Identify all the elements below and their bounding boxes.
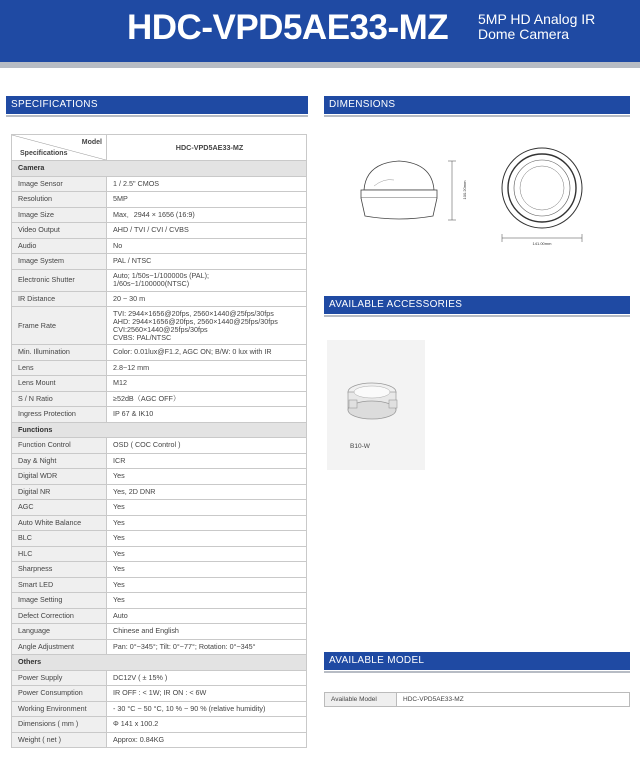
spec-row bbox=[12, 223, 307, 239]
header-model-value: HDC-VPD5AE33-MZ bbox=[107, 135, 307, 161]
spec-label: Lens Mount bbox=[12, 376, 107, 392]
spec-label: Power Supply bbox=[12, 670, 107, 686]
spec-value: Yes, 2D DNR bbox=[107, 484, 307, 500]
spec-value-line: AHD: 2944×1656@20fps, 2560×1440@25fps/30fps bbox=[113, 316, 278, 326]
spec-row bbox=[12, 531, 307, 547]
spec-row bbox=[12, 438, 307, 454]
spec-table bbox=[11, 134, 307, 748]
available-model-value: HDC-VPD5AE33-MZ bbox=[397, 693, 630, 707]
spec-label: AGC bbox=[12, 500, 107, 516]
spec-value: Yes bbox=[107, 562, 307, 578]
spec-label: Language bbox=[12, 624, 107, 640]
model-subtitle bbox=[478, 12, 638, 42]
spec-value: DC12V ( ± 15% ) bbox=[107, 670, 307, 686]
spec-value: Φ 141 x 100.2 bbox=[107, 717, 307, 733]
spec-row bbox=[12, 407, 307, 423]
spec-row bbox=[12, 562, 307, 578]
dimensions-drawing bbox=[324, 128, 630, 278]
spec-value: Yes bbox=[107, 546, 307, 562]
spec-label: Image Size bbox=[12, 207, 107, 223]
spec-value: Yes bbox=[107, 593, 307, 609]
spec-row bbox=[12, 608, 307, 624]
spec-label: Lens bbox=[12, 360, 107, 376]
spec-label: Power Consumption bbox=[12, 686, 107, 702]
spec-value: PAL / NTSC bbox=[107, 254, 307, 270]
available-model-label: Available Model bbox=[325, 693, 397, 707]
spec-label: Digital NR bbox=[12, 484, 107, 500]
spec-label: Electronic Shutter bbox=[12, 269, 107, 291]
spec-row bbox=[12, 624, 307, 640]
header-diagonal-cell bbox=[12, 135, 107, 161]
spec-value: OSD ( COC Control ) bbox=[107, 438, 307, 454]
spec-value: Yes bbox=[107, 531, 307, 547]
spec-value: 1 / 2.5" CMOS bbox=[107, 176, 307, 192]
spec-row bbox=[12, 639, 307, 655]
spec-label: Weight ( net ) bbox=[12, 732, 107, 748]
spec-value: 20 ~ 30 m bbox=[107, 291, 307, 307]
spec-value: Yes bbox=[107, 500, 307, 516]
spec-row bbox=[12, 453, 307, 469]
spec-row bbox=[12, 207, 307, 223]
spec-row bbox=[12, 515, 307, 531]
spec-group-header bbox=[12, 161, 307, 177]
spec-row bbox=[12, 686, 307, 702]
available-model-table bbox=[324, 692, 630, 707]
spec-label: Working Environment bbox=[12, 701, 107, 717]
spec-label: Dimensions ( mm ) bbox=[12, 717, 107, 733]
spec-row bbox=[12, 577, 307, 593]
subtitle-line-2: Dome Camera bbox=[478, 26, 570, 42]
spec-value: Auto bbox=[107, 608, 307, 624]
spec-row bbox=[12, 192, 307, 208]
spec-value: ≥52dB（AGC OFF） bbox=[107, 391, 307, 407]
spec-value: 2.8~12 mm bbox=[107, 360, 307, 376]
camera-top-view-icon bbox=[502, 148, 582, 242]
spec-value: AHD / TVI / CVI / CVBS bbox=[107, 223, 307, 239]
spec-label: Ingress Protection bbox=[12, 407, 107, 423]
spec-group-title: Camera bbox=[12, 161, 307, 177]
accessory-card bbox=[327, 340, 425, 470]
spec-row bbox=[12, 345, 307, 361]
spec-label: Image Sensor bbox=[12, 176, 107, 192]
spec-row bbox=[12, 546, 307, 562]
spec-value: No bbox=[107, 238, 307, 254]
model-title: HDC-VPD5AE33-MZ bbox=[127, 8, 449, 47]
spec-row bbox=[12, 376, 307, 392]
spec-value bbox=[107, 307, 307, 345]
spec-label: IR Distance bbox=[12, 291, 107, 307]
spec-label: Resolution bbox=[12, 192, 107, 208]
spec-value: - 30 °C ~ 50 °C, 10 % ~ 90 % (relative humidity) bbox=[107, 701, 307, 717]
spec-value: Pan: 0°~345°; Tilt: 0°~77°; Rotation: 0°~345° bbox=[107, 639, 307, 655]
section-dimensions: DIMENSIONS bbox=[324, 96, 630, 114]
spec-label: Frame Rate bbox=[12, 307, 107, 345]
header-model-label: Model bbox=[81, 139, 102, 146]
spec-value bbox=[107, 269, 307, 291]
accessory-name: B10-W bbox=[350, 443, 370, 450]
spec-label: Min. Illumination bbox=[12, 345, 107, 361]
junction-box-icon bbox=[327, 340, 425, 440]
width-dimension-label: 141.00mm bbox=[532, 241, 552, 246]
spec-row bbox=[12, 593, 307, 609]
spec-label: Digital WDR bbox=[12, 469, 107, 485]
spec-value: Chinese and English bbox=[107, 624, 307, 640]
spec-row bbox=[12, 484, 307, 500]
spec-value: 5MP bbox=[107, 192, 307, 208]
subtitle-line-1: 5MP HD Analog IR bbox=[478, 11, 596, 27]
spec-value: ICR bbox=[107, 453, 307, 469]
spec-row bbox=[12, 717, 307, 733]
header-specs-label: Specifications bbox=[20, 150, 68, 157]
camera-side-view-icon bbox=[361, 161, 456, 220]
spec-value: M12 bbox=[107, 376, 307, 392]
spec-value-line: Auto; 1/50s~1/100000s (PAL); bbox=[113, 271, 209, 280]
spec-table-header bbox=[12, 135, 307, 161]
spec-value: Yes bbox=[107, 469, 307, 485]
spec-value: Max．2944 × 1656 (16:9) bbox=[107, 207, 307, 223]
spec-label: Video Output bbox=[12, 223, 107, 239]
available-model-row bbox=[325, 693, 630, 707]
spec-row bbox=[12, 500, 307, 516]
spec-value-line: CVBS: PAL/NTSC bbox=[113, 332, 172, 342]
spec-row bbox=[12, 670, 307, 686]
section-available-model: AVAILABLE MODEL bbox=[324, 652, 630, 670]
header-banner bbox=[0, 0, 640, 62]
header-stripe bbox=[0, 62, 640, 68]
spec-label: Day & Night bbox=[12, 453, 107, 469]
spec-value-line: TVI: 2944×1656@20fps, 2560×1440@25fps/30fps bbox=[113, 308, 274, 318]
spec-row bbox=[12, 360, 307, 376]
spec-label: S / N Ratio bbox=[12, 391, 107, 407]
spec-group-header bbox=[12, 655, 307, 671]
height-dimension-label: 100.20mm bbox=[462, 180, 467, 200]
spec-value: Color: 0.01lux@F1.2, AGC ON; B/W: 0 lux with IR bbox=[107, 345, 307, 361]
spec-row bbox=[12, 391, 307, 407]
spec-group-title: Others bbox=[12, 655, 307, 671]
spec-label: Angle Adjustment bbox=[12, 639, 107, 655]
spec-row bbox=[12, 469, 307, 485]
spec-row bbox=[12, 307, 307, 345]
spec-row bbox=[12, 269, 307, 291]
spec-row bbox=[12, 291, 307, 307]
section-accessories: AVAILABLE ACCESSORIES bbox=[324, 296, 630, 314]
spec-value: IP 67 & IK10 bbox=[107, 407, 307, 423]
spec-row bbox=[12, 176, 307, 192]
spec-value: Approx: 0.84KG bbox=[107, 732, 307, 748]
spec-label: Function Control bbox=[12, 438, 107, 454]
spec-row bbox=[12, 732, 307, 748]
spec-value-line: 1/60s~1/100000(NTSC) bbox=[113, 279, 190, 288]
spec-label: Sharpness bbox=[12, 562, 107, 578]
spec-label: Auto White Balance bbox=[12, 515, 107, 531]
spec-row bbox=[12, 254, 307, 270]
spec-label: BLC bbox=[12, 531, 107, 547]
spec-label: Defect Correction bbox=[12, 608, 107, 624]
spec-group-header bbox=[12, 422, 307, 438]
spec-value: Yes bbox=[107, 577, 307, 593]
spec-label: Image System bbox=[12, 254, 107, 270]
spec-row bbox=[12, 238, 307, 254]
spec-group-title: Functions bbox=[12, 422, 307, 438]
section-specifications: SPECIFICATIONS bbox=[6, 96, 308, 114]
spec-value: Yes bbox=[107, 515, 307, 531]
spec-value: IR OFF : < 1W; IR ON : < 6W bbox=[107, 686, 307, 702]
spec-label: Image Setting bbox=[12, 593, 107, 609]
spec-value-line: CVI:2560×1440@25fps/30fps bbox=[113, 324, 208, 334]
spec-row bbox=[12, 701, 307, 717]
spec-label: Audio bbox=[12, 238, 107, 254]
spec-label: Smart LED bbox=[12, 577, 107, 593]
spec-label: HLC bbox=[12, 546, 107, 562]
